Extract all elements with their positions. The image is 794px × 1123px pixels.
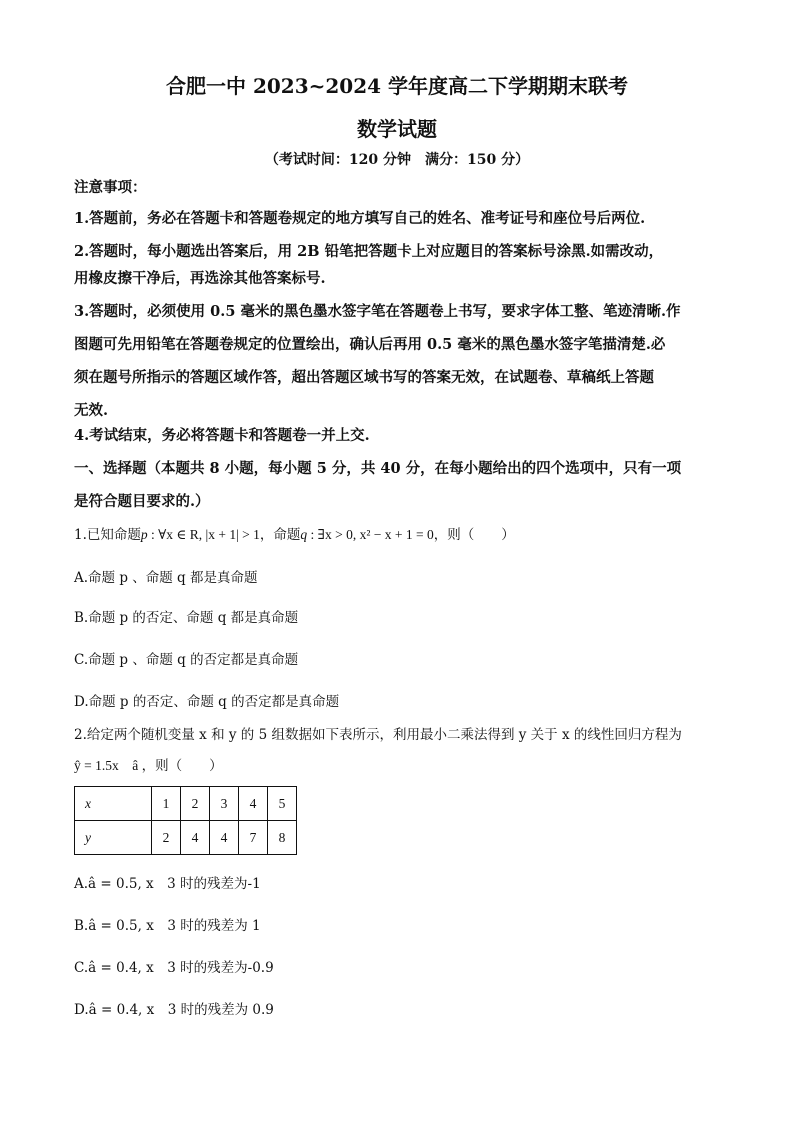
- q1-option-b: B.命题 p 的否定、命题 q 都是真命题: [74, 610, 299, 626]
- q1-p-symbol: p: [140, 527, 148, 542]
- exam-info: （考试时间：120 分钟 满分：150 分）: [264, 152, 530, 168]
- question-1-stem: [74, 523, 724, 543]
- q2-option-c: C.â = 0.4, x 3 时的残差为-0.9: [74, 960, 274, 976]
- y-value-cell: 4: [181, 821, 210, 855]
- x-value-cell: 2: [181, 787, 210, 821]
- note-line-2: 2.答题时，每小题选出答案后，用 2B 铅笔把答题卡上对应题目的答案标号涂黑.如需改动，: [74, 243, 664, 260]
- x-value-cell: 1: [152, 787, 181, 821]
- q1-prefix: 1.已知命题: [74, 527, 141, 543]
- x-label-cell: x: [75, 787, 152, 821]
- exam-title: 合肥一中 2023~2024 学年度高二下学期期末联考: [165, 74, 628, 98]
- question-2-stem-line-1: 2.给定两个随机变量 x 和 y 的 5 组数据如下表所示，利用最小二乘法得到 y 关于 x 的线性回归方程为: [74, 727, 682, 743]
- notes-heading: 注意事项：: [74, 179, 147, 196]
- note-line-7: 无效.: [74, 402, 109, 419]
- section-heading-line-1: 一、选择题（本题共 8 小题，每小题 5 分，共 40 分，在每小题给出的四个选项中，只有一项: [74, 460, 682, 477]
- section-heading-line-2: 是符合题目要求的.）: [74, 493, 210, 510]
- q2-option-b: B.â = 0.5, x 3 时的残差为 1: [74, 918, 261, 934]
- table-row: [75, 821, 297, 855]
- q1-q-expression: : ∃x > 0, x² − x + 1 = 0: [307, 527, 434, 542]
- q2-option-a: A.â = 0.5, x 3 时的残差为-1: [74, 876, 261, 892]
- q2-data-table: [74, 786, 297, 855]
- note-line-1: 1.答题前，务必在答题卡和答题卷规定的地方填写自己的姓名、准考证号和座位号后两位.: [74, 210, 646, 227]
- note-line-8: 4.考试结束，务必将答题卡和答题卷一并上交.: [74, 427, 370, 444]
- y-value-cell: 4: [210, 821, 239, 855]
- q1-suffix: ，则（ ）: [433, 527, 515, 543]
- x-value-cell: 4: [239, 787, 268, 821]
- question-2-stem-line-2: ŷ = 1.5x â ，则（ ）: [74, 758, 223, 773]
- q1-p-expression: : ∀x ∈ R, |x + 1| > 1: [147, 527, 260, 542]
- note-line-4: 3.答题时，必须使用 0.5 毫米的黑色墨水签字笔在答题卷上书写，要求字体工整、笔迹清晰.作: [74, 303, 681, 320]
- y-label-cell: y: [75, 821, 152, 855]
- q1-mid: ，命题: [259, 527, 301, 543]
- note-line-5: 图题可先用铅笔在答题卷规定的位置绘出，确认后再用 0.5 毫米的黑色墨水签字笔描清楚.必: [74, 336, 666, 353]
- note-line-6: 须在题号所指示的答题区域作答，超出答题区域书写的答案无效，在试题卷、草稿纸上答题: [74, 369, 654, 386]
- x-value-cell: 3: [210, 787, 239, 821]
- q1-option-d: D.命题 p 的否定、命题 q 的否定都是真命题: [74, 694, 340, 710]
- q1-option-a: A.命题 p 、命题 q 都是真命题: [74, 570, 258, 586]
- q1-q-symbol: q: [300, 527, 308, 542]
- y-value-cell: 2: [152, 821, 181, 855]
- note-line-3: 用橡皮擦干净后，再选涂其他答案标号.: [74, 270, 326, 287]
- q1-option-c: C.命题 p 、命题 q 的否定都是真命题: [74, 652, 299, 668]
- y-value-cell: 7: [239, 821, 268, 855]
- table-row: [75, 787, 297, 821]
- x-value-cell: 5: [268, 787, 297, 821]
- y-value-cell: 8: [268, 821, 297, 855]
- q2-option-d: D.â = 0.4, x 3 时的残差为 0.9: [74, 1002, 274, 1018]
- subject-title: 数学试题: [357, 117, 437, 141]
